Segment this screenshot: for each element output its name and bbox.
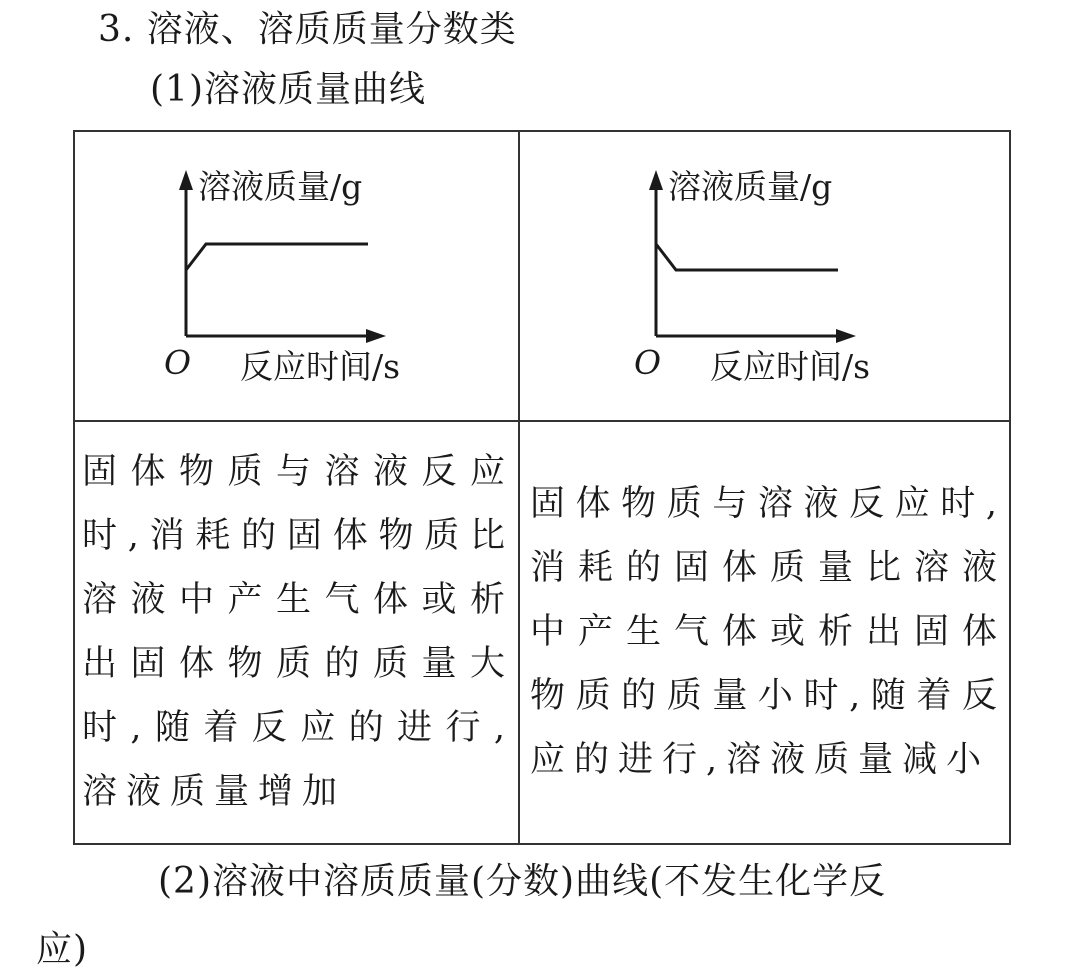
y-axis-label: 溶液质量/g xyxy=(668,167,833,206)
y-axis-arrow xyxy=(649,170,663,190)
y-axis-arrow xyxy=(179,170,193,190)
x-axis-arrow xyxy=(366,329,386,343)
x-axis-label: 反应时间/s xyxy=(240,347,401,386)
table-divider-horizontal xyxy=(73,420,1011,422)
origin-label: O xyxy=(164,343,192,382)
x-axis-label: 反应时间/s xyxy=(710,347,871,386)
origin-label: O xyxy=(634,343,662,382)
chart-solution-mass-decrease xyxy=(630,160,960,390)
section-heading: 3. 溶液、溶质质量分数类 xyxy=(98,9,517,50)
mass-curve-line xyxy=(186,244,368,270)
description-mass-increase: 固体物质与溶液反应时,消耗的固体物质比溶液中产生气体或析出固体物质的质量大时,随着反应的进行,溶液质量增加 xyxy=(82,452,514,812)
table-border-top xyxy=(73,130,1011,132)
subheading-solute-mass-curve: (2)溶液中溶质质量(分数)曲线(不发生化学反 xyxy=(158,861,887,902)
table-border-left xyxy=(73,130,75,845)
table-divider-vertical xyxy=(518,130,520,845)
table-border-bottom xyxy=(73,843,1011,845)
table-border-right xyxy=(1009,130,1011,845)
y-axis-label: 溶液质量/g xyxy=(198,167,363,206)
description-mass-decrease: 固体物质与溶液反应时,消耗的固体质量比溶液中产生气体或析出固体物质的质量小时,随着反应的进行,溶液质量减小 xyxy=(530,484,1006,780)
mass-curve-line xyxy=(656,244,838,270)
subheading-solute-mass-curve-continued: 应) xyxy=(36,929,89,970)
subheading-solution-mass-curve: (1)溶液质量曲线 xyxy=(150,69,426,110)
chart-solution-mass-increase xyxy=(160,160,490,390)
x-axis-arrow xyxy=(836,329,856,343)
